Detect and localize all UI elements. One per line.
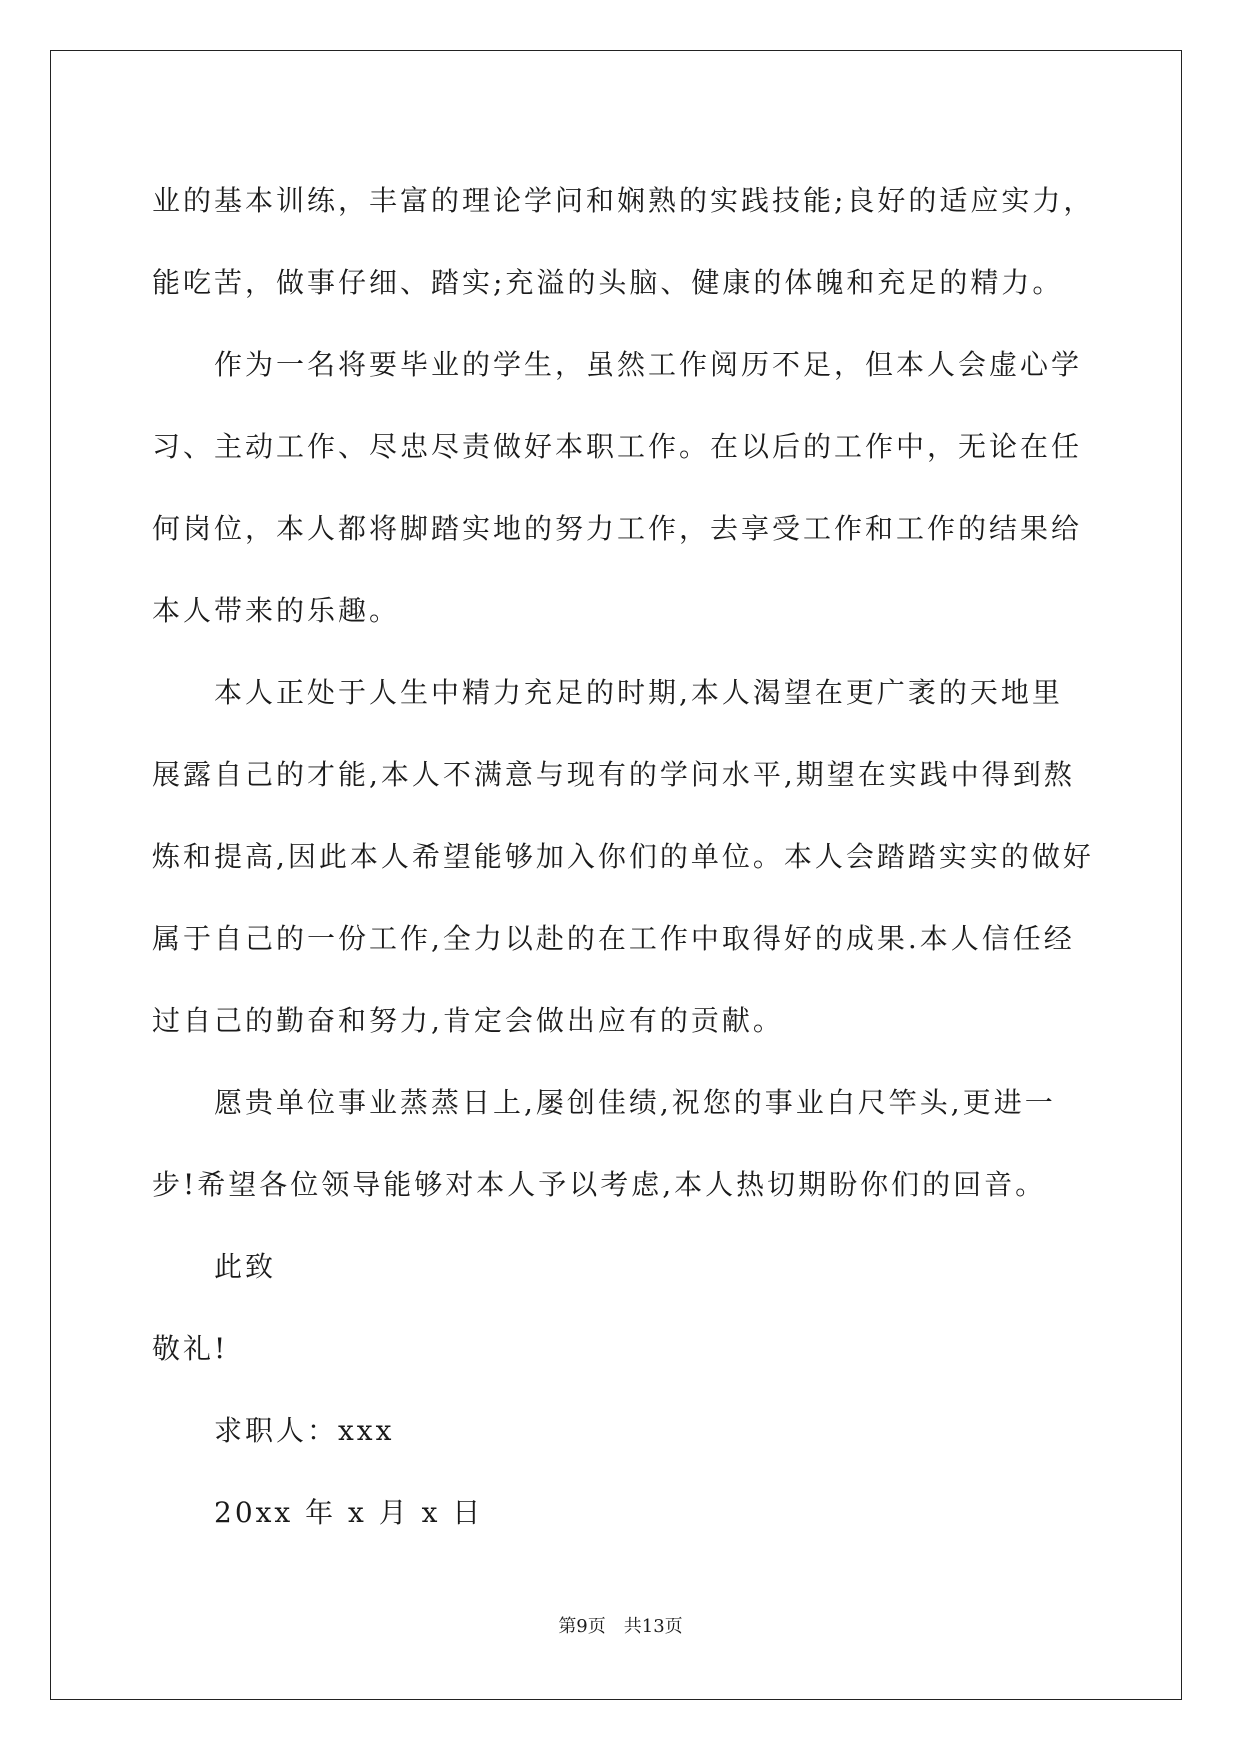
- letter-date: 20xx 年 x 月 x 日: [214, 1496, 484, 1529]
- body-line: 过自己的勤奋和努力,肯定会做出应有的贡献。: [152, 1004, 784, 1037]
- paragraph-start-line: 作为一名将要毕业的学生，虽然工作阅历不足，但本人会虚心学: [214, 348, 1083, 381]
- body-line: 业的基本训练，丰富的理论学问和娴熟的实践技能;良好的适应实力，: [152, 184, 1095, 217]
- paragraph-start-line: 愿贵单位事业蒸蒸日上,屡创佳绩,祝您的事业白尺竿头,更进一: [214, 1086, 1056, 1119]
- page-total: 共13页: [623, 1616, 683, 1637]
- body-line: 属于自己的一份工作,全力以赴的在工作中取得好的成果.本人信任经: [152, 922, 1075, 955]
- body-line: 习、主动工作、尽忠尽责做好本职工作。在以后的工作中，无论在任: [152, 430, 1083, 463]
- page-footer: [0, 1612, 1241, 1638]
- body-line: 步!希望各位领导能够对本人予以考虑,本人热切期盼你们的回音。: [152, 1168, 1047, 1201]
- closing-salutation: 此致: [214, 1250, 277, 1283]
- letter-body: [152, 160, 1095, 1554]
- body-line: 能吃苦，做事仔细、踏实;充溢的头脑、健康的体魄和充足的精力。: [152, 266, 1064, 299]
- body-line: 炼和提高,因此本人希望能够加入你们的单位。本人会踏踏实实的做好: [152, 840, 1094, 873]
- page-number: 第9页: [558, 1616, 606, 1637]
- body-line: 何岗位，本人都将脚踏实地的努力工作，去享受工作和工作的结果给: [152, 512, 1083, 545]
- body-line: 展露自己的才能,本人不满意与现有的学问水平,期望在实践中得到熬: [152, 758, 1075, 791]
- applicant-signature: 求职人：xxx: [214, 1414, 395, 1447]
- closing-regards: 敬礼!: [152, 1332, 229, 1365]
- body-line: 本人带来的乐趣。: [152, 594, 401, 627]
- paragraph-start-line: 本人正处于人生中精力充足的时期,本人渴望在更广袤的天地里: [214, 676, 1063, 709]
